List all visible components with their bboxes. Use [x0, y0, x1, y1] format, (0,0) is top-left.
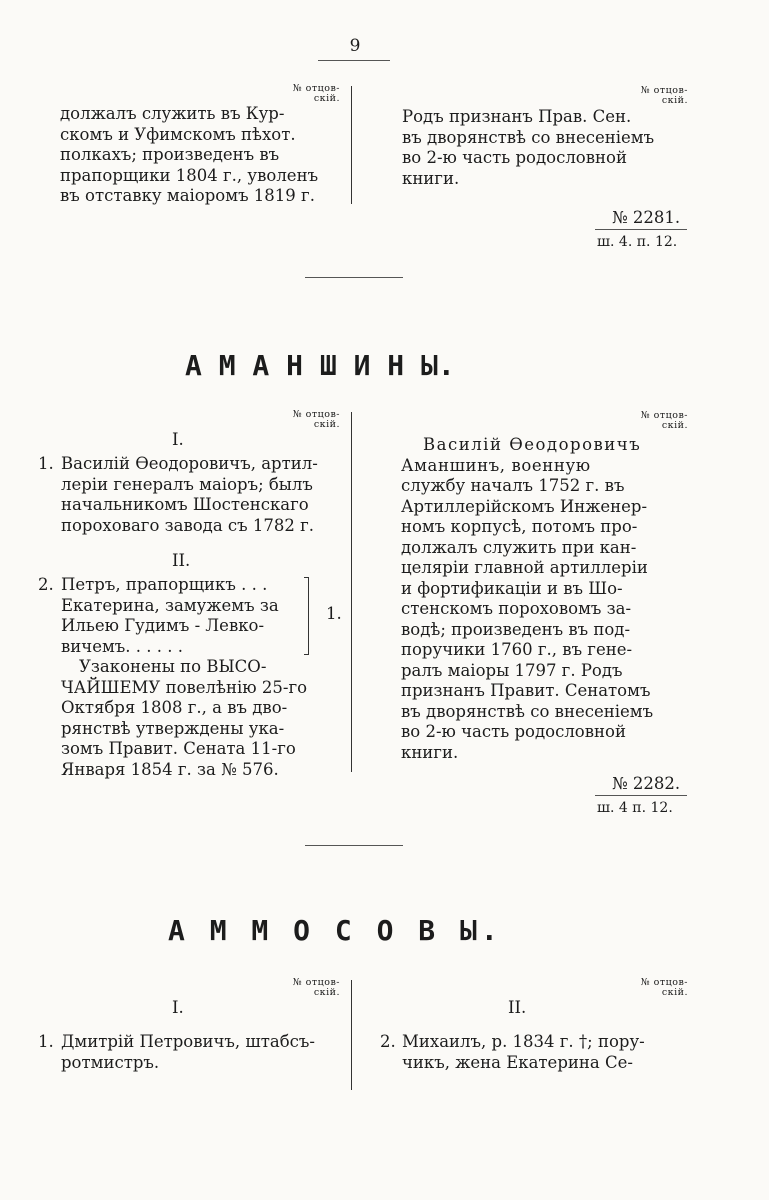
label-skiy: скій. [313, 987, 340, 998]
entry-number: 1. [38, 1032, 54, 1051]
text-line: Аманшинъ, военную [401, 455, 591, 475]
section-title-amanshiny: А М А Н Ш И Н Ы. [185, 349, 455, 382]
bracket-tick [304, 577, 308, 578]
text-line: ЧАЙШЕМУ повелѣнію 25-го [61, 677, 308, 697]
text-line: во 2-ю часть родословной [401, 722, 626, 741]
column-divider [351, 86, 352, 204]
label-otsov: № отцов- [292, 977, 340, 988]
label-otsov: № отцов- [292, 83, 340, 94]
record-reference: ш. 4 п. 12. [597, 800, 673, 816]
section-title-ammosovy: А М М О С О В Ы. [168, 914, 502, 947]
text-line: въ дворянствѣ со внесеніемъ [402, 127, 655, 147]
text-line: въ отставку маіоромъ 1819 г. [60, 186, 315, 205]
text-line: Михаилъ, р. 1834 г. †; пору- [402, 1032, 645, 1051]
text-line: во 2-ю часть родословной [402, 148, 627, 167]
label-skiy: скій. [313, 419, 340, 430]
record-number: № 2281. [612, 208, 681, 227]
text-line: Ильею Гудимъ - Левко- [61, 616, 265, 635]
record-number-rule [595, 795, 687, 796]
text-line: службу началъ 1752 г. въ [401, 476, 625, 495]
text-line: въ дворянствѣ со внесеніемъ [401, 701, 654, 721]
text-line: ралъ маіоры 1797 г. Родъ [401, 660, 623, 680]
record-number: № 2282. [612, 774, 681, 793]
top-right-text [402, 107, 654, 189]
column-label-otsov [282, 410, 340, 430]
entry-1-text [61, 454, 318, 536]
text-line: леріи генералъ маіоръ; былъ [61, 474, 313, 494]
label-skiy: скій. [661, 987, 688, 998]
text-line: прапорщики 1804 г., уволенъ [60, 165, 319, 185]
biography-text [401, 435, 653, 763]
bracket-reference: 1. [326, 604, 342, 623]
text-line: Родъ признанъ Прав. Сен. [402, 107, 632, 126]
text-line: стенскомъ пороховомъ за- [401, 599, 632, 618]
header-rule [318, 60, 390, 61]
text-line: книги. [402, 168, 460, 188]
record-number-rule [595, 229, 687, 230]
text-line: чикъ, жена Екатерина Се- [402, 1052, 633, 1072]
entry-1-text [61, 1032, 315, 1073]
column-label-otsov [282, 84, 340, 104]
column-label-otsov [282, 978, 340, 998]
text-line: поручики 1760 г., въ гене- [401, 640, 633, 659]
column-label-otsov [630, 978, 688, 998]
text-line: книги. [401, 742, 459, 762]
page-number: 9 [349, 36, 361, 56]
legitimization-note [61, 657, 307, 780]
label-otsov: № отцов- [640, 85, 688, 96]
text-line: начальникомъ Шостенскаго [61, 495, 309, 514]
text-line: водѣ; произведенъ въ под- [401, 619, 631, 639]
label-otsov: № отцов- [640, 977, 688, 988]
entry-2-text [61, 575, 279, 657]
text-line: Артиллерійскомъ Инженер- [401, 496, 648, 516]
label-otsov: № отцов- [292, 409, 340, 420]
label-skiy: скій. [661, 95, 688, 106]
label-otsov: № отцов- [640, 410, 688, 421]
label-skiy: скій. [313, 93, 340, 104]
column-label-otsov [630, 86, 688, 106]
text-line: зомъ Правит. Сената 11-го [61, 739, 296, 758]
section-separator [305, 845, 403, 846]
family-bracket [303, 577, 309, 655]
generation-1-label: I. [172, 430, 184, 449]
text-line: Екатерина, замужемъ за [61, 595, 279, 615]
text-line: Дмитрій Петровичъ, штабсъ- [61, 1032, 315, 1051]
text-line: должалъ служить въ Кур- [60, 104, 285, 123]
section-separator [305, 277, 403, 278]
text-line: полкахъ; произведенъ въ [60, 145, 280, 164]
top-left-text [60, 104, 318, 207]
text-line: пороховаго завода съ 1782 г. [61, 515, 315, 535]
text-line: целяріи главной артиллеріи [401, 558, 648, 577]
text-line: ротмистръ. [61, 1052, 160, 1072]
text-line: и фортификаціи и въ Шо- [401, 578, 623, 598]
text-line: скомъ и Уфимскомъ пѣхот. [60, 124, 296, 144]
text-line: рянствѣ утверждены ука- [61, 718, 285, 738]
text-line: Октября 1808 г., а въ дво- [61, 698, 288, 717]
column-divider [351, 980, 352, 1090]
entry-number: 2. [38, 575, 54, 594]
generation-2-label: II. [172, 551, 191, 570]
generation-1-label: I. [172, 998, 184, 1017]
column-divider [351, 412, 352, 772]
generation-2-label: II. [508, 998, 527, 1017]
entry-number: 1. [38, 454, 54, 473]
label-skiy: скій. [661, 420, 688, 431]
bracket-tick [304, 654, 308, 655]
column-label-otsov [630, 411, 688, 431]
text-line: Василій Ѳеодоровичъ [423, 435, 642, 454]
text-line: вичемъ. . . . . . [61, 636, 183, 656]
text-line: признанъ Правит. Сенатомъ [401, 681, 651, 700]
text-line: Узаконены по ВЫСО- [79, 657, 267, 676]
text-line: Василій Ѳеодоровичъ, артил- [61, 454, 318, 473]
record-reference: ш. 4. п. 12. [597, 234, 678, 250]
text-line: номъ корпусѣ, потомъ про- [401, 517, 638, 536]
text-line: должалъ служить при кан- [401, 537, 637, 557]
text-line: Петръ, прапорщикъ . . . [61, 575, 268, 594]
entry-number: 2. [380, 1032, 396, 1051]
entry-2-text [402, 1032, 645, 1073]
text-line: Января 1854 г. за № 576. [61, 759, 279, 779]
